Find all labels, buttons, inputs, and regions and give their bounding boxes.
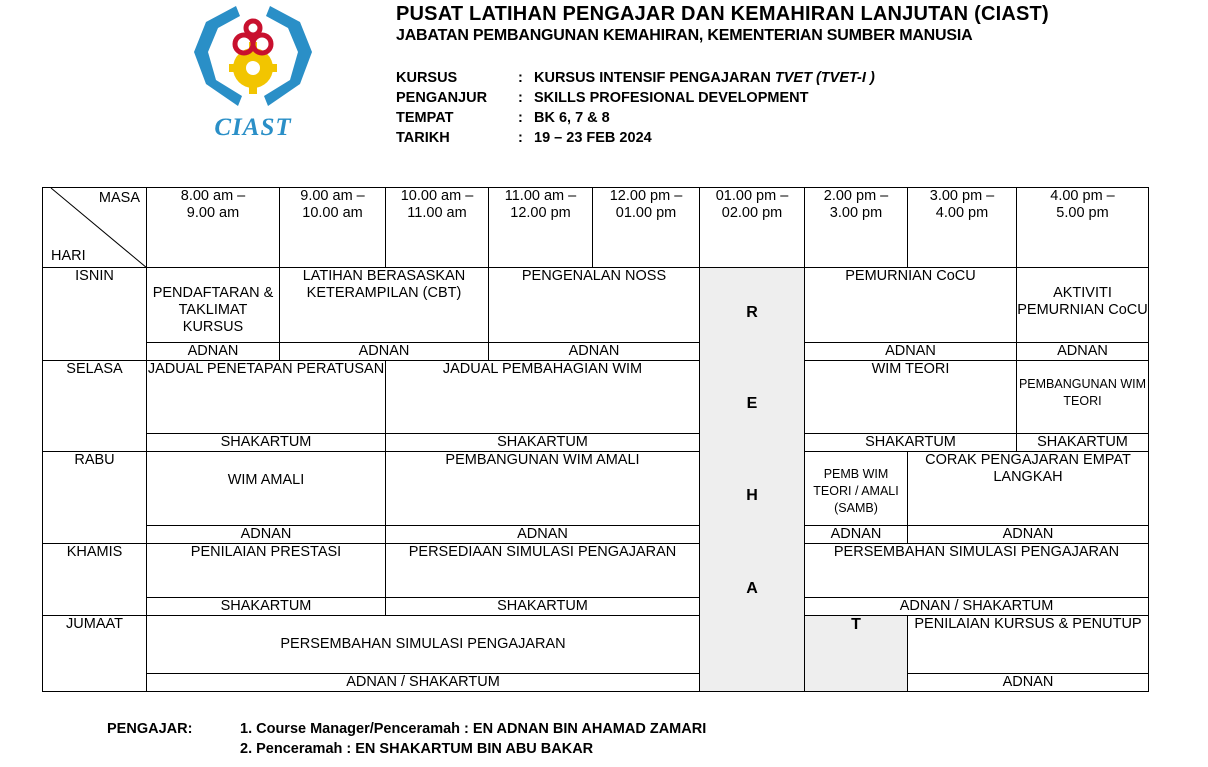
- lecturer-cell: SHAKARTUM: [805, 434, 1017, 452]
- meta-colon: :: [518, 110, 523, 126]
- day-label: ISNIN: [43, 268, 147, 361]
- corner-hari: HARI: [51, 248, 86, 264]
- meta-colon: :: [518, 90, 523, 106]
- document-title: PUSAT LATIHAN PENGAJAR DAN KEMAHIRAN LANJUTAN (CIAST): [396, 3, 1049, 25]
- activity-cell: PENILAIAN PRESTASI: [147, 544, 386, 598]
- ciast-logo: [186, 2, 320, 142]
- activity-cell: PENDAFTARAN & TAKLIMAT KURSUS: [147, 268, 280, 343]
- meta-value: KURSUS INTENSIF PENGAJARAN: [534, 70, 771, 86]
- time-slot: 01.00 pm – 02.00 pm: [700, 188, 805, 268]
- footer-line-1: 1. Course Manager/Penceramah : EN ADNAN BIN AHAMAD ZAMARI: [240, 721, 707, 737]
- activity-cell: PEMB WIM TEORI / AMALI (SAMB): [805, 452, 908, 526]
- lecturer-cell: ADNAN: [489, 343, 700, 361]
- lecturer-cell: SHAKARTUM: [1017, 434, 1149, 452]
- rehat-cell-jumaat: [805, 616, 908, 692]
- activity-cell: AKTIVITI PEMURNIAN CoCU: [1017, 268, 1149, 343]
- day-row-selasa: [43, 361, 1149, 434]
- activity-cell: PERSEMBAHAN SIMULASI PENGAJARAN: [805, 544, 1149, 598]
- activity-cell: PENILAIAN KURSUS & PENUTUP: [908, 616, 1149, 674]
- meta-colon: :: [518, 70, 523, 86]
- activity-cell: PERSEDIAAN SIMULASI PENGAJARAN: [386, 544, 700, 598]
- time-slot: 12.00 pm – 01.00 pm: [593, 188, 700, 268]
- rehat-letter: R: [746, 304, 758, 321]
- activity-cell: JADUAL PEMBAHAGIAN WIM: [386, 361, 700, 434]
- rehat-letter: T: [851, 616, 861, 633]
- meta-colon: :: [518, 130, 523, 146]
- footer-row: [107, 719, 706, 739]
- lecturer-cell: ADNAN: [908, 674, 1149, 692]
- meta-row-tarikh: [396, 128, 875, 148]
- footer-line-2: 2. Penceramah : EN SHAKARTUM BIN ABU BAKAR: [240, 741, 594, 757]
- day-label: SELASA: [43, 361, 147, 452]
- corner-masa: MASA: [98, 190, 140, 206]
- day-row-isnin: [43, 268, 1149, 343]
- activity-cell: PEMBANGUNAN WIM TEORI: [1017, 361, 1149, 434]
- footer-row: [107, 739, 706, 759]
- day-row-jumaat: [43, 616, 1149, 674]
- timetable: [42, 187, 1149, 692]
- lecturer-row-khamis: [43, 598, 1149, 616]
- lecturer-cell: ADNAN: [147, 526, 386, 544]
- activity-cell: JADUAL PENETAPAN PERATUSAN: [147, 361, 386, 434]
- activity-cell: PEMBANGUNAN WIM AMALI: [386, 452, 700, 526]
- course-info: [396, 68, 875, 148]
- lecturer-cell: ADNAN: [386, 526, 700, 544]
- lecturer-row-selasa: [43, 434, 1149, 452]
- time-slot: 9.00 am – 10.00 am: [280, 188, 386, 268]
- lecturer-cell: SHAKARTUM: [147, 598, 386, 616]
- meta-label: KURSUS: [396, 70, 458, 86]
- day-label: JUMAAT: [43, 616, 147, 692]
- activity-cell: PERSEMBAHAN SIMULASI PENGAJARAN: [147, 616, 700, 674]
- rehat-letter: A: [746, 580, 758, 597]
- lecturer-cell: SHAKARTUM: [147, 434, 386, 452]
- lecturer-row-jumaat: [43, 674, 1149, 692]
- time-slot: 2.00 pm – 3.00 pm: [805, 188, 908, 268]
- day-row-rabu: [43, 452, 1149, 526]
- activity-cell: WIM AMALI: [147, 452, 386, 526]
- rehat-letter: E: [746, 395, 758, 412]
- timetable-header-row: [43, 188, 1149, 268]
- time-slot: 10.00 am – 11.00 am: [386, 188, 489, 268]
- meta-label: PENGANJUR: [396, 90, 488, 106]
- activity-cell: LATIHAN BERASASKAN KETERAMPILAN (CBT): [280, 268, 489, 343]
- rehat-cell: [700, 268, 805, 692]
- lecturer-cell: ADNAN: [280, 343, 489, 361]
- meta-value-italic: TVET (TVET-I ): [774, 70, 875, 86]
- document-header: [396, 2, 1049, 46]
- meta-value: 19 – 23 FEB 2024: [534, 130, 652, 146]
- time-slot: 4.00 pm – 5.00 pm: [1017, 188, 1149, 268]
- meta-row-penganjur: [396, 88, 875, 108]
- lecturer-cell: ADNAN: [1017, 343, 1149, 361]
- meta-label: TARIKH: [396, 130, 450, 146]
- lecturers-footer: [107, 719, 706, 759]
- meta-row-tempat: [396, 108, 875, 128]
- time-slot: 11.00 am – 12.00 pm: [489, 188, 593, 268]
- day-label: KHAMIS: [43, 544, 147, 616]
- time-slot: 3.00 pm – 4.00 pm: [908, 188, 1017, 268]
- corner-cell: [43, 188, 147, 268]
- lecturer-cell: ADNAN: [147, 343, 280, 361]
- meta-label: TEMPAT: [396, 110, 454, 126]
- footer-label: PENGAJAR:: [107, 721, 193, 737]
- document-subtitle: JABATAN PEMBANGUNAN KEMAHIRAN, KEMENTERIAN SUMBER MANUSIA: [396, 27, 973, 44]
- lecturer-cell: SHAKARTUM: [386, 434, 700, 452]
- lecturer-cell: ADNAN: [805, 343, 1017, 361]
- logo-text: CIAST: [214, 114, 292, 141]
- lecturer-row-rabu: [43, 526, 1149, 544]
- activity-cell: CORAK PENGAJARAN EMPAT LANGKAH: [908, 452, 1149, 526]
- meta-row-kursus: [396, 68, 875, 88]
- ciast-emblem-icon: [186, 2, 320, 114]
- day-row-khamis: [43, 544, 1149, 598]
- lecturer-cell: SHAKARTUM: [386, 598, 700, 616]
- activity-cell: WIM TEORI: [805, 361, 1017, 434]
- lecturer-cell: ADNAN / SHAKARTUM: [147, 674, 700, 692]
- meta-value: SKILLS PROFESIONAL DEVELOPMENT: [534, 90, 809, 106]
- rehat-letter: H: [746, 487, 758, 504]
- meta-value: BK 6, 7 & 8: [534, 110, 610, 126]
- lecturer-cell: ADNAN: [908, 526, 1149, 544]
- lecturer-cell: ADNAN: [805, 526, 908, 544]
- day-label: RABU: [43, 452, 147, 544]
- activity-cell: PEMURNIAN CoCU: [805, 268, 1017, 343]
- lecturer-row-isnin: [43, 343, 1149, 361]
- lecturer-cell: ADNAN / SHAKARTUM: [805, 598, 1149, 616]
- time-slot: 8.00 am – 9.00 am: [147, 188, 280, 268]
- activity-cell: PENGENALAN NOSS: [489, 268, 700, 343]
